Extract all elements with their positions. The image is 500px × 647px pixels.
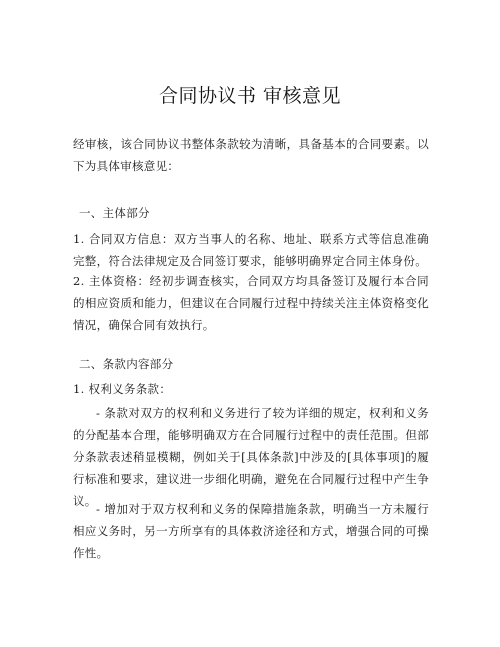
clause-paragraph-rights: - 条款对双方的权利和义务进行了较为详细的规定，权利和义务的分配基本合理，能够明确双方在合同履行过程中的责任范围。但部分条款表述稍显模糊，例如关于[具体条款]中涉及的[具体事项]的履行标准和要求，建议进一步细化明确，避免在合同履行过程中产生争议。	[73, 406, 429, 508]
section-heading-subject: 一、主体部分	[79, 206, 150, 220]
intro-paragraph: 经审核，该合同协议书整体条款较为清晰，具备基本的合同要素。以下为具体审核意见：	[73, 137, 429, 173]
subject-item-party-info: 1. 合同双方信息：双方当事人的名称、地址、联系方式等信息准确完整，符合法律规定及合同签订要求，能够明确界定合同主体身份。	[73, 232, 429, 268]
section-heading-clauses: 二、条款内容部分	[79, 357, 174, 371]
document-title: 合同协议书 审核意见	[158, 85, 342, 107]
clause-item-rights-label: 1. 权利义务条款：	[73, 382, 172, 396]
clause-paragraph-safeguards: - 增加对于双方权利和义务的保障措施条款，明确当一方未履行相应义务时，另一方所享有的具体救济途径和方式，增强合同的可操作性。	[73, 502, 429, 560]
subject-item-qualification: 2. 主体资格：经初步调查核实，合同双方均具备签订及履行本合同的相应资质和能力，但建议在合同履行过程中持续关注主体资格变化情况，确保合同有效执行。	[73, 274, 429, 332]
